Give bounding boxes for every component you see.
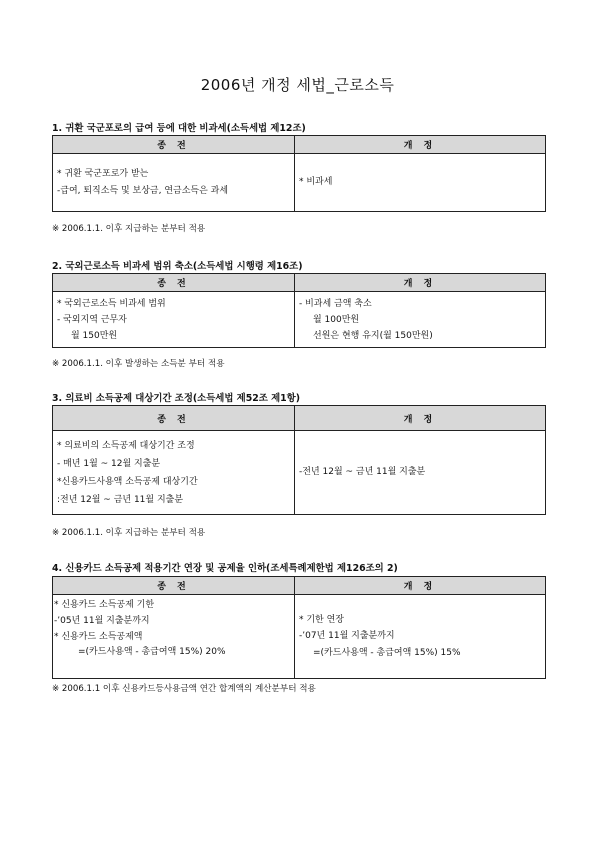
section-3-heading: 3. 의료비 소득공제 대상기간 조정(소득세법 제52조 제1항) xyxy=(52,393,300,404)
after-line: 월 100만원 xyxy=(313,314,360,325)
section-1-table xyxy=(52,135,546,212)
after-line: -전년 12월 ~ 금년 11월 지출분 xyxy=(299,467,426,477)
col-after-header: 개 정 xyxy=(295,136,546,154)
before-line: * 신용카드 소득공제 기한 xyxy=(54,600,155,610)
col-before-header: 종 전 xyxy=(53,577,295,595)
before-line: 월 150만원 xyxy=(71,330,118,341)
before-line: -’05년 11월 지출분까지 xyxy=(54,616,150,626)
before-line: - 국외지역 근무자 xyxy=(57,314,127,325)
page-title: 2006년 개정 세법_근로소득 xyxy=(200,76,395,94)
before-cell xyxy=(53,154,295,212)
before-line: :전년 12월 ~ 금년 11월 지출분 xyxy=(57,494,184,505)
before-cell xyxy=(53,595,295,679)
before-line: =(카드사용액 - 총급여액 15%) 20% xyxy=(78,647,226,656)
section-2-table xyxy=(52,273,546,348)
col-before-header: 종 전 xyxy=(53,136,295,154)
after-cell xyxy=(295,595,546,679)
after-line: =(카드사용액 - 총급여액 15%) 15% xyxy=(313,647,461,658)
before-line: * 의료비의 소득공제 대상기간 조정 xyxy=(57,440,195,451)
before-line: *신용카드사용액 소득공제 대상기간 xyxy=(57,476,198,487)
col-after-header: 개 정 xyxy=(295,406,546,431)
before-line: * 신용카드 소득공제액 xyxy=(54,632,143,642)
col-before-header: 종 전 xyxy=(53,406,295,431)
after-line: * 기한 연장 xyxy=(299,614,344,625)
section-2-heading: 2. 국외근로소득 비과세 범위 축소(소득세법 시행령 제16조) xyxy=(52,261,303,272)
before-cell xyxy=(53,292,295,348)
after-line: -’07년 11월 지출분까지 xyxy=(299,630,395,641)
section-4-note: ※ 2006.1.1 이후 신용카드등사용금액 연간 합계액의 계산분부터 적용 xyxy=(52,684,316,694)
section-1-note: ※ 2006.1.1. 이후 지급하는 분부터 적용 xyxy=(52,224,206,234)
section-4-heading: 4. 신용카드 소득공제 적용기간 연장 및 공제율 인하(조세특례제한법 제126조의 2) xyxy=(52,563,398,574)
before-line: * 국외근로소득 비과세 범위 xyxy=(57,298,166,309)
section-3-note: ※ 2006.1.1. 이후 지급하는 분부터 적용 xyxy=(52,528,206,538)
after-line: 선원은 현행 유지(월 150만원) xyxy=(313,330,433,341)
section-3-table xyxy=(52,405,546,515)
section-2-note: ※ 2006.1.1. 이후 발생하는 소득분 부터 적용 xyxy=(52,359,225,369)
after-cell xyxy=(295,292,546,348)
section-4-table xyxy=(52,576,546,679)
before-line: * 귀환 국군포로가 받는 xyxy=(57,168,149,179)
col-after-header: 개 정 xyxy=(295,577,546,595)
after-cell xyxy=(295,154,546,212)
section-1-heading: 1. 귀환 국군포로의 급여 등에 대한 비과세(소득세법 제12조) xyxy=(52,123,306,134)
before-cell xyxy=(53,431,295,515)
col-after-header: 개 정 xyxy=(295,274,546,292)
after-cell xyxy=(295,431,546,515)
after-line: * 비과세 xyxy=(299,177,333,187)
after-line: - 비과세 금액 축소 xyxy=(299,298,372,309)
before-line: -급여, 퇴직소득 및 보상금, 연금소득은 과세 xyxy=(57,185,229,196)
before-line: - 매년 1월 ~ 12월 지출분 xyxy=(57,458,161,469)
col-before-header: 종 전 xyxy=(53,274,295,292)
